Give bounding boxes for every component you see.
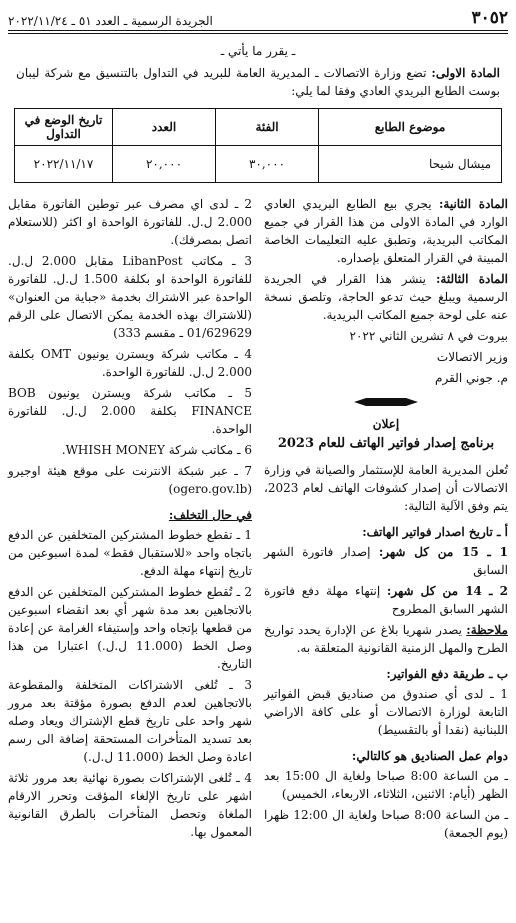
default-rule-2: 2 ـ تُقطع خطوط المشتركين المتخلفين عن الدفع بالاتجاهين بعد مدة شهر أي بعد انقضاء اسبوعين من قطعها بإتجاه واحد وإستيفاء الغرامة عن إعادة وصل الخط (11.000 ل.ل.) اعتبارا من هذا التاريخ. bbox=[8, 585, 252, 671]
default-rule-4: 4 ـ تُلغى الإشتراكات بصورة نهائية بعد مرور ثلاثة اشهر على تاريخ الإلغاء المؤقت وتحرر الارقام الملغاة وتحصل المتأخرات بالطرق القانونية المعمول بها. bbox=[8, 771, 252, 839]
article-one-text: تضع وزارة الاتصالات ـ المديرية العامة للبريد في التداول بالتنسيق مع شركة ليبان بوست الطابع البريدي العادي وفقا لما يلي: bbox=[16, 66, 500, 98]
left-column bbox=[8, 195, 252, 845]
note-label: ملاحظة: bbox=[466, 623, 508, 637]
cell-quantity: ٢٠,٠٠٠ bbox=[113, 146, 216, 183]
page-header bbox=[8, 6, 508, 28]
hours-heading: دوام عمل الصناديق هو كالتالي: bbox=[351, 749, 508, 763]
default-rule-1: 1 ـ تقطع خطوط المشتركين المتخلفين عن الدفع باتجاه واحد «للاستقبال فقط» لمدة اسبوعين من تاريخ إنتهاء مهلة الدفع. bbox=[8, 528, 252, 578]
default-heading: في حال التخلف: bbox=[168, 508, 252, 522]
payment-method-2: 2 ـ لدى اي مصرف عبر توطين الفاتورة مقابل 2.000 ل.ل. للفاتورة الواحدة او اكثر (للاستعلام اتصل بمصرفك). bbox=[8, 197, 252, 247]
schedule-item-1-text: إصدار فاتورة الشهر السابق bbox=[264, 545, 508, 577]
note-text: يصدر شهريا بلاغ عن الإدارة يحدد تواريخ الطرح والمهل الزمنية القانونية المتعلقة به. bbox=[264, 623, 508, 655]
payment-method-7: 7 ـ عبر شبكة الانترنت على موقع هيئة اوجيرو (ogero.gov.lb) bbox=[8, 464, 252, 496]
schedule-item-2 bbox=[264, 582, 508, 618]
hours-weekdays: ـ من الساعة 8:00 صباحا ولغاية ال 15:00 بعد الظهر (أيام: الاثنين، الثلاثاء، الاربعاء، الخميس) bbox=[264, 769, 508, 801]
schedule-note bbox=[264, 621, 508, 657]
running-title: الجريدة الرسمية ـ العدد ٥١ ـ ٢٠٢٢/١١/٢٤ bbox=[8, 14, 213, 28]
schedule-item-1 bbox=[264, 543, 508, 579]
stamp-table-header bbox=[15, 109, 502, 146]
schedule-item-2-text: إنتهاء مهلة دفع فاتورة الشهر السابق المطروح bbox=[264, 584, 508, 616]
article-three bbox=[264, 270, 508, 324]
payment-method-5: 5 ـ مكاتب شركة ويسترن يونيون BOB FINANCE بكلفة 2.000 ل.ل. للفاتورة الواحدة. bbox=[8, 386, 253, 436]
signature-name: م. جوني القرم bbox=[435, 371, 508, 385]
article-two-label: المادة الثانية: bbox=[438, 197, 508, 211]
hours-friday: ـ من الساعة 8:00 صباحا ولغاية ال 12:00 ظهرا (يوم الجمعة) bbox=[264, 808, 509, 840]
announcement-body: تُعلن المديرية العامة للإستثمار والصيانة في وزارة الاتصالات أن إصدار كشوفات الهاتف لعام 2023، يتم وفق الآلية التالية: bbox=[264, 463, 508, 513]
payment-method-6: 6 ـ مكاتب شركة WHISH MONEY. bbox=[61, 443, 252, 457]
article-two bbox=[264, 195, 508, 267]
decision-intro: ـ يقرر ما يأتي ـ bbox=[220, 44, 296, 58]
section-b-heading: ب ـ طريقة دفع الفواتير: bbox=[386, 667, 508, 681]
article-one bbox=[16, 64, 500, 100]
stamp-table bbox=[14, 108, 502, 183]
cell-subject: ميشال شيحا bbox=[319, 146, 502, 183]
article-three-label: المادة الثالثة: bbox=[436, 272, 508, 286]
header-rule bbox=[8, 30, 508, 34]
cell-issue-date: ٢٠٢٢/١١/١٧ bbox=[15, 146, 113, 183]
schedule-item-2-label: 2 ـ 14 من كل شهر: bbox=[386, 584, 508, 598]
right-column bbox=[264, 195, 508, 845]
section-divider-icon bbox=[354, 397, 418, 407]
col-issue-date: تاريخ الوضع في التداول bbox=[15, 109, 113, 146]
signature-title: وزير الاتصالات bbox=[436, 350, 508, 364]
col-denomination: الفئة bbox=[216, 109, 319, 146]
payment-method-4: 4 ـ مكاتب شركة ويسترن يونيون OMT بكلفة 2.000 ل.ل. للفاتورة الواحدة. bbox=[8, 347, 252, 379]
signature-place-date: بيروت في ٨ تشرين الثاني ٢٠٢٢ bbox=[349, 329, 508, 343]
page-number: ٣٠٥٢ bbox=[471, 8, 508, 28]
two-columns bbox=[8, 195, 508, 845]
article-two-text: يجري بيع الطابع البريدي العادي الوارد في المادة الاولى من هذا القرار في جميع المكاتب البريدية، وتطبق عليه التعليمات الخاصة المبينة في القرار المتعلق بإصداره. bbox=[264, 197, 508, 265]
default-rule-3: 3 ـ تُلغى الاشتراكات المتخلفة والمقطوعة بالاتجاهين لعدم الدفع بصورة مؤقتة بعد مرور شهر واحد على تاريخ قطع الإشتراك ويعاد وصله بعد تسديد المتأخرات المستحقة إضافة الى رسم اعادة وصل الخط (11.000 ل.ل.) bbox=[8, 678, 252, 764]
col-subject: موضوع الطابع bbox=[319, 109, 502, 146]
announcement-subtitle: برنامج إصدار فواتير الهاتف للعام 2023 bbox=[277, 436, 495, 451]
payment-method-3: 3 ـ مكاتب LibanPost مقابل 2.000 ل.ل. للفاتورة الواحدة او بكلفة 1.500 ل.ل. للفاتورة الواحدة عبر الاشتراك بخدمة «جباية من العنوان» (للاشتراك بهذه الخدمة يمكن الاتصال على الرقم 01/629629 ـ مقسم 333) bbox=[8, 254, 252, 340]
schedule-item-1-label: 1 ـ 15 من كل شهر: bbox=[378, 545, 508, 559]
col-quantity: العدد bbox=[113, 109, 216, 146]
cell-denomination: ٣٠,٠٠٠ bbox=[216, 146, 319, 183]
article-one-label: المادة الاولى: bbox=[431, 66, 500, 80]
payment-method-1: 1 ـ لدى أي صندوق من صناديق قبض الفواتير التابعة لوزارة الاتصالات أو على كافة الاراضي اللبنانية (نقدا أو بالتقسيط) bbox=[264, 687, 508, 737]
table-row bbox=[15, 146, 502, 183]
article-three-text: ينشر هذا القرار في الجريدة الرسمية ويبلغ حيث تدعو الحاجة، وتلصق نسخة عنه على لوحة جميع المكاتب البريدية. bbox=[264, 272, 508, 322]
announcement-title: إعلان bbox=[372, 417, 400, 431]
section-a-heading: أ ـ تاريخ اصدار فواتير الهاتف: bbox=[362, 525, 508, 539]
